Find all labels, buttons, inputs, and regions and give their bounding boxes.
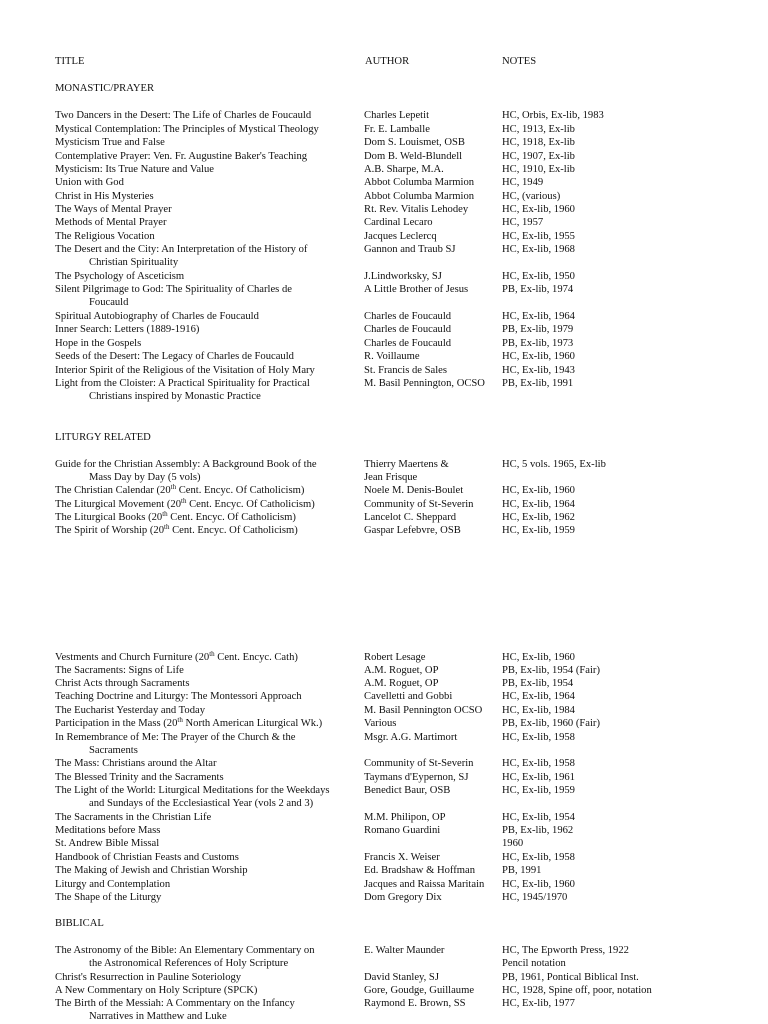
book-author xyxy=(364,997,504,1010)
book-title-line: The Sacraments: Signs of Life xyxy=(55,665,184,676)
book-author-line: Francis X. Weiser xyxy=(364,852,440,863)
book-notes-line: HC, Ex-lib, 1961 xyxy=(502,772,575,783)
book-author-line: Fr. E. Lamballe xyxy=(364,124,430,135)
book-notes-line: HC, Ex-lib, 1968 xyxy=(502,244,575,255)
section-heading-liturgy-related: LITURGY RELATED xyxy=(55,432,151,443)
book-author xyxy=(364,771,504,784)
book-author xyxy=(364,524,504,537)
book-notes-line: HC, 5 vols. 1965, Ex-lib xyxy=(502,459,606,470)
book-title-line: The Birth of the Messiah: A Commentary on the Infancy xyxy=(55,998,295,1009)
book-author-line: M. Basil Pennington, OCSO xyxy=(364,378,485,389)
book-author-line: Cavelletti and Gobbi xyxy=(364,691,453,702)
book-author xyxy=(364,851,504,864)
book-notes xyxy=(502,176,762,189)
book-notes-line: HC, Ex-lib, 1955 xyxy=(502,231,575,242)
book-title xyxy=(55,851,355,864)
book-title xyxy=(55,163,355,176)
book-author xyxy=(364,458,504,485)
book-author-line: Abbot Columba Marmion xyxy=(364,177,475,188)
book-notes xyxy=(502,350,762,363)
book-notes xyxy=(502,704,762,717)
book-notes-line: PB, Ex-lib, 1973 xyxy=(502,338,574,349)
book-notes xyxy=(502,458,762,471)
book-notes-line: HC, Ex-lib, 1958 xyxy=(502,732,575,743)
book-title xyxy=(55,704,355,717)
book-author xyxy=(364,704,504,717)
book-notes xyxy=(502,163,762,176)
book-notes-line: HC, 1910, Ex-lib xyxy=(502,164,575,175)
book-author xyxy=(364,270,504,283)
book-notes-line: PB, Ex-lib, 1954 (Fair) xyxy=(502,665,600,676)
book-notes xyxy=(502,109,762,122)
book-author xyxy=(364,677,504,690)
book-title-line: The Blessed Trinity and the Sacraments xyxy=(55,772,224,783)
book-author xyxy=(364,123,504,136)
book-title xyxy=(55,136,355,149)
book-author xyxy=(364,971,504,984)
book-author-line: M.M. Philipon, OP xyxy=(364,812,446,823)
book-title-line: Light from the Cloister: A Practical Spirituality for Practical xyxy=(55,378,310,389)
book-title xyxy=(55,323,355,336)
book-title xyxy=(55,511,355,524)
book-title-line: The Desert and the City: An Interpretation of the History of xyxy=(55,244,308,255)
book-title xyxy=(55,243,355,270)
book-author xyxy=(364,109,504,122)
book-title-line: Narratives in Matthew and Luke xyxy=(89,1011,227,1023)
book-notes-line: HC, Ex-lib, 1964 xyxy=(502,691,575,702)
book-title xyxy=(55,757,355,770)
book-notes xyxy=(502,150,762,163)
book-title xyxy=(55,891,355,904)
book-notes-line: HC, Ex-lib, 1943 xyxy=(502,365,575,376)
book-author xyxy=(364,651,504,664)
book-notes-line: HC, Ex-lib, 1960 xyxy=(502,879,575,890)
book-notes-line: HC, Ex-lib, 1958 xyxy=(502,758,575,769)
book-title xyxy=(55,731,355,758)
book-author xyxy=(364,664,504,677)
book-author xyxy=(364,350,504,363)
book-title xyxy=(55,109,355,122)
book-title-line: The Eucharist Yesterday and Today xyxy=(55,705,205,716)
book-author xyxy=(364,484,504,497)
book-title-line: and Sundays of the Ecclesiastical Year (vols 2 and 3) xyxy=(89,798,314,810)
book-title xyxy=(55,864,355,877)
book-author xyxy=(364,323,504,336)
book-title-line: The Making of Jewish and Christian Worship xyxy=(55,865,248,876)
book-notes-line: PB, Ex-lib, 1979 xyxy=(502,324,574,335)
book-notes xyxy=(502,811,762,824)
book-title-line: Inner Search: Letters (1889-1916) xyxy=(55,324,200,335)
book-notes-line: PB, Ex-lib, 1960 (Fair) xyxy=(502,718,600,729)
book-author xyxy=(364,784,504,797)
book-author-line: Cardinal Lecaro xyxy=(364,217,433,228)
book-notes-line: HC, Ex-lib, 1977 xyxy=(502,998,575,1009)
book-title xyxy=(55,997,355,1024)
book-notes xyxy=(502,230,762,243)
book-notes-line: HC, Ex-lib, 1962 xyxy=(502,512,575,523)
book-notes xyxy=(502,717,762,730)
book-title xyxy=(55,524,355,537)
book-notes xyxy=(502,784,762,797)
book-notes xyxy=(502,690,762,703)
book-title xyxy=(55,310,355,323)
book-notes xyxy=(502,190,762,203)
book-author xyxy=(364,811,504,824)
book-notes-line: HC, 1949 xyxy=(502,177,544,188)
book-title-line: Christian Spirituality xyxy=(89,257,179,269)
book-title xyxy=(55,811,355,824)
book-author-line: Jacques Leclercq xyxy=(364,231,437,242)
section-heading-biblical: BIBLICAL xyxy=(55,918,104,929)
book-title-line: Meditations before Mass xyxy=(55,825,161,836)
book-notes-line: HC, Ex-lib, 1958 xyxy=(502,852,575,863)
ordinal-suffix: th xyxy=(181,497,187,505)
book-notes-line: HC, Ex-lib, 1959 xyxy=(502,525,575,536)
book-title-line: Seeds of the Desert: The Legacy of Charles de Foucauld xyxy=(55,351,294,362)
book-title-line: Christ's Resurrection in Pauline Soteriology xyxy=(55,972,242,983)
book-notes xyxy=(502,270,762,283)
book-author xyxy=(364,310,504,323)
book-title-line: Mystical Contemplation: The Principles of Mystical Theology xyxy=(55,124,319,135)
book-author xyxy=(364,498,504,511)
book-title-line: Contemplative Prayer: Ven. Fr. Augustine Baker's Teaching xyxy=(55,151,308,162)
book-title-line: St. Andrew Bible Missal xyxy=(55,838,160,849)
author-column-header: AUTHOR xyxy=(365,56,410,67)
book-title-line: Mysticism: Its True Nature and Value xyxy=(55,164,214,175)
book-author-line: A.M. Roguet, OP xyxy=(364,678,439,689)
book-author-line: Gaspar Lefebvre, OSB xyxy=(364,525,461,536)
book-notes xyxy=(502,651,762,664)
ordinal-suffix: th xyxy=(209,650,215,658)
book-author-line: Jacques and Raissa Maritain xyxy=(364,879,485,890)
ordinal-suffix: th xyxy=(177,716,183,724)
book-notes-line: HC, Ex-lib, 1960 xyxy=(502,485,575,496)
book-title-line: The Religious Vocation xyxy=(55,231,155,242)
book-author xyxy=(364,377,504,390)
book-author xyxy=(364,136,504,149)
book-notes xyxy=(502,997,762,1010)
book-notes xyxy=(502,524,762,537)
book-author-line: Msgr. A.G. Martimort xyxy=(364,732,458,743)
book-notes xyxy=(502,136,762,149)
book-notes-line: HC, Ex-lib, 1950 xyxy=(502,271,575,282)
book-author xyxy=(364,190,504,203)
book-notes xyxy=(502,243,762,256)
book-title xyxy=(55,190,355,203)
book-notes-line: PB, Ex-lib, 1962 xyxy=(502,825,574,836)
book-author-line: Romano Guardini xyxy=(364,825,441,836)
column-header-row xyxy=(55,55,735,68)
book-notes-line: 1960 xyxy=(502,838,524,849)
book-title-line: Guide for the Christian Assembly: A Background Book of the xyxy=(55,459,317,470)
book-title-line: The Sacraments in the Christian Life xyxy=(55,812,212,823)
book-author-line: Charles de Foucauld xyxy=(364,311,452,322)
book-title xyxy=(55,216,355,229)
book-title-line: Union with God xyxy=(55,177,124,188)
book-title-line: Vestments and Church Furniture (20th Cent. Encyc. Cath) xyxy=(55,650,298,663)
book-author-line: Charles Lepetit xyxy=(364,110,430,121)
book-title xyxy=(55,364,355,377)
book-notes-line: HC, Ex-lib, 1959 xyxy=(502,785,575,796)
notes-column-header: NOTES xyxy=(502,56,537,67)
book-title-line: Teaching Doctrine and Liturgy: The Montessori Approach xyxy=(55,691,302,702)
book-notes xyxy=(502,944,762,971)
book-author-line: Dom S. Louismet, OSB xyxy=(364,137,465,148)
book-author-line: E. Walter Maunder xyxy=(364,945,445,956)
book-notes-line: Pencil notation xyxy=(502,958,566,970)
book-author xyxy=(364,337,504,350)
book-title-line: The Liturgical Books (20th Cent. Encyc. Of Catholicism) xyxy=(55,510,296,523)
book-notes-line: HC, The Epworth Press, 1922 xyxy=(502,945,629,956)
book-author xyxy=(364,690,504,703)
book-author xyxy=(364,511,504,524)
book-notes xyxy=(502,864,762,877)
book-title-line: The Shape of the Liturgy xyxy=(55,892,162,903)
book-title xyxy=(55,176,355,189)
book-author xyxy=(364,984,504,997)
book-title-line: The Light of the World: Liturgical Meditations for the Weekdays xyxy=(55,785,330,796)
book-title-line: Methods of Mental Prayer xyxy=(55,217,167,228)
ordinal-suffix: th xyxy=(164,523,170,531)
book-title xyxy=(55,484,355,497)
book-author-line: Gannon and Traub SJ xyxy=(364,244,456,255)
ordinal-suffix: th xyxy=(162,510,168,518)
book-notes xyxy=(502,731,762,744)
book-author-line: Various xyxy=(364,718,397,729)
book-title-line: Two Dancers in the Desert: The Life of Charles de Foucauld xyxy=(55,110,312,121)
book-title-line: The Liturgical Movement (20th Cent. Encyc. Of Catholicism) xyxy=(55,497,315,510)
book-notes xyxy=(502,337,762,350)
book-notes xyxy=(502,310,762,323)
book-author xyxy=(364,731,504,744)
book-author-line: A.B. Sharpe, M.A. xyxy=(364,164,444,175)
book-title-line: In Remembrance of Me: The Prayer of the Church & the xyxy=(55,732,296,743)
book-title xyxy=(55,283,355,310)
book-title xyxy=(55,350,355,363)
book-title xyxy=(55,971,355,984)
book-notes xyxy=(502,123,762,136)
book-title xyxy=(55,717,355,730)
book-title xyxy=(55,377,355,404)
book-notes xyxy=(502,216,762,229)
book-notes xyxy=(502,971,762,984)
book-author-line: J.Lindworksky, SJ xyxy=(364,271,442,282)
book-title-line: Hope in the Gospels xyxy=(55,338,142,349)
book-author-line: David Stanley, SJ xyxy=(364,972,439,983)
book-title xyxy=(55,203,355,216)
book-author xyxy=(364,891,504,904)
book-title xyxy=(55,878,355,891)
book-title xyxy=(55,337,355,350)
book-author xyxy=(364,757,504,770)
book-notes xyxy=(502,851,762,864)
book-author xyxy=(364,176,504,189)
book-author xyxy=(364,243,504,256)
book-author-line: A Little Brother of Jesus xyxy=(364,284,469,295)
book-author-line: Gore, Goudge, Guillaume xyxy=(364,985,475,996)
book-author-line: Dom B. Weld-Blundell xyxy=(364,151,463,162)
book-notes xyxy=(502,771,762,784)
book-title xyxy=(55,784,355,811)
book-title-line: Christ in His Mysteries xyxy=(55,191,154,202)
book-notes-line: HC, Ex-lib, 1964 xyxy=(502,499,575,510)
book-notes xyxy=(502,757,762,770)
book-title xyxy=(55,771,355,784)
book-author-line: A.M. Roguet, OP xyxy=(364,665,439,676)
book-notes-line: HC, Ex-lib, 1960 xyxy=(502,351,575,362)
book-author-line: Raymond E. Brown, SS xyxy=(364,998,466,1009)
book-title-line: The Spirit of Worship (20th Cent. Encyc. Of Catholicism) xyxy=(55,523,298,536)
book-title-line: the Astronomical References of Holy Scripture xyxy=(89,958,289,970)
book-notes-line: HC, 1918, Ex-lib xyxy=(502,137,575,148)
book-title xyxy=(55,984,355,997)
book-title-line: A New Commentary on Holy Scripture (SPCK) xyxy=(55,985,258,996)
book-title-line: Sacraments xyxy=(89,745,138,757)
book-notes xyxy=(502,878,762,891)
book-notes xyxy=(502,498,762,511)
book-author xyxy=(364,230,504,243)
book-author-line: Lancelot C. Sheppard xyxy=(364,512,457,523)
book-author-line: Ed. Bradshaw & Hoffman xyxy=(364,865,476,876)
book-title-line: Spiritual Autobiography of Charles de Foucauld xyxy=(55,311,259,322)
book-author xyxy=(364,878,504,891)
book-author-line: Jean Frisque xyxy=(364,472,418,484)
book-title-line: Christ Acts through Sacraments xyxy=(55,678,190,689)
book-author-line: M. Basil Pennington OCSO xyxy=(364,705,483,716)
book-author xyxy=(364,150,504,163)
book-author xyxy=(364,944,504,957)
book-notes xyxy=(502,677,762,690)
book-title xyxy=(55,150,355,163)
book-title xyxy=(55,498,355,511)
book-title-line: Interior Spirit of the Religious of the Visitation of Holy Mary xyxy=(55,365,315,376)
book-author xyxy=(364,864,504,877)
book-author-line: Charles de Foucauld xyxy=(364,324,452,335)
section-heading-monastic-prayer: MONASTIC/PRAYER xyxy=(55,83,155,94)
book-notes-line: HC, Orbis, Ex-lib, 1983 xyxy=(502,110,604,121)
book-title-line: Silent Pilgrimage to God: The Spirituality of Charles de xyxy=(55,284,292,295)
book-notes-line: HC, Ex-lib, 1954 xyxy=(502,812,575,823)
book-author-line: R. Voillaume xyxy=(364,351,420,362)
book-notes xyxy=(502,511,762,524)
book-author-line: Taymans d'Eypernon, SJ xyxy=(364,772,469,783)
book-notes xyxy=(502,891,762,904)
book-notes xyxy=(502,824,762,837)
book-notes xyxy=(502,837,762,850)
book-title xyxy=(55,677,355,690)
book-title-line: The Mass: Christians around the Altar xyxy=(55,758,217,769)
book-title xyxy=(55,664,355,677)
book-author-line: Dom Gregory Dix xyxy=(364,892,442,903)
book-title-line: Liturgy and Contemplation xyxy=(55,879,171,890)
ordinal-suffix: th xyxy=(170,483,177,491)
book-title-line: Handbook of Christian Feasts and Customs xyxy=(55,852,239,863)
book-author xyxy=(364,163,504,176)
book-title xyxy=(55,458,355,485)
book-author-line: Community of St-Severin xyxy=(364,758,474,769)
book-author xyxy=(364,216,504,229)
book-author xyxy=(364,824,504,837)
book-notes xyxy=(502,664,762,677)
book-title-line: The Astronomy of the Bible: An Elementary Commentary on xyxy=(55,945,315,956)
book-notes xyxy=(502,984,762,997)
book-title xyxy=(55,944,355,971)
book-notes-line: HC, 1913, Ex-lib xyxy=(502,124,575,135)
book-notes-line: PB, 1991 xyxy=(502,865,542,876)
book-title xyxy=(55,123,355,136)
book-author-line: Noele M. Denis-Boulet xyxy=(364,485,464,496)
book-title xyxy=(55,270,355,283)
book-notes xyxy=(502,364,762,377)
book-notes-line: HC, 1907, Ex-lib xyxy=(502,151,575,162)
book-author-line: Benedict Baur, OSB xyxy=(364,785,451,796)
book-notes-line: HC, 1957 xyxy=(502,217,544,228)
book-notes xyxy=(502,377,762,390)
book-notes-line: PB, 1961, Pontical Biblical Inst. xyxy=(502,972,639,983)
book-title-line: The Christian Calendar (20th Cent. Encyc. Of Catholicism) xyxy=(55,483,305,496)
book-notes-line: HC, 1928, Spine off, poor, notation xyxy=(502,985,652,996)
book-notes xyxy=(502,484,762,497)
book-author-line: Rt. Rev. Vitalis Lehodey xyxy=(364,204,469,215)
book-notes-line: PB, Ex-lib, 1991 xyxy=(502,378,574,389)
book-notes-line: HC, Ex-lib, 1960 xyxy=(502,204,575,215)
book-title-line: The Psychology of Asceticism xyxy=(55,271,185,282)
title-column-header: TITLE xyxy=(55,56,85,67)
book-title-line: Foucauld xyxy=(89,297,129,309)
book-title-line: Mass Day by Day (5 vols) xyxy=(89,472,201,484)
book-title-line: Christians inspired by Monastic Practice xyxy=(89,391,261,403)
book-author-line: Charles de Foucauld xyxy=(364,338,452,349)
book-notes-line: HC, 1945/1970 xyxy=(502,892,568,903)
book-title-line: Participation in the Mass (20th North American Liturgical Wk.) xyxy=(55,716,323,729)
book-notes-line: HC, Ex-lib, 1984 xyxy=(502,705,575,716)
book-notes-line: PB, Ex-lib, 1954 xyxy=(502,678,574,689)
book-author-line: Abbot Columba Marmion xyxy=(364,191,475,202)
book-title xyxy=(55,690,355,703)
book-notes xyxy=(502,323,762,336)
book-author xyxy=(364,203,504,216)
book-title xyxy=(55,230,355,243)
book-notes xyxy=(502,283,762,296)
book-title-line: The Ways of Mental Prayer xyxy=(55,204,172,215)
book-title-line: Mysticism True and False xyxy=(55,137,165,148)
book-author xyxy=(364,283,504,296)
book-notes-line: HC, Ex-lib, 1960 xyxy=(502,652,575,663)
book-author-line: Community of St-Severin xyxy=(364,499,474,510)
book-notes-line: HC, Ex-lib, 1964 xyxy=(502,311,575,322)
book-author-line: Robert Lesage xyxy=(364,652,426,663)
book-author-line: Thierry Maertens & xyxy=(364,459,449,470)
book-author xyxy=(364,717,504,730)
book-notes xyxy=(502,203,762,216)
book-notes-line: PB, Ex-lib, 1974 xyxy=(502,284,574,295)
book-title xyxy=(55,824,355,837)
book-notes-line: HC, (various) xyxy=(502,191,561,202)
book-title xyxy=(55,837,355,850)
book-author-line: St. Francis de Sales xyxy=(364,365,447,376)
book-author xyxy=(364,364,504,377)
book-title xyxy=(55,651,355,664)
